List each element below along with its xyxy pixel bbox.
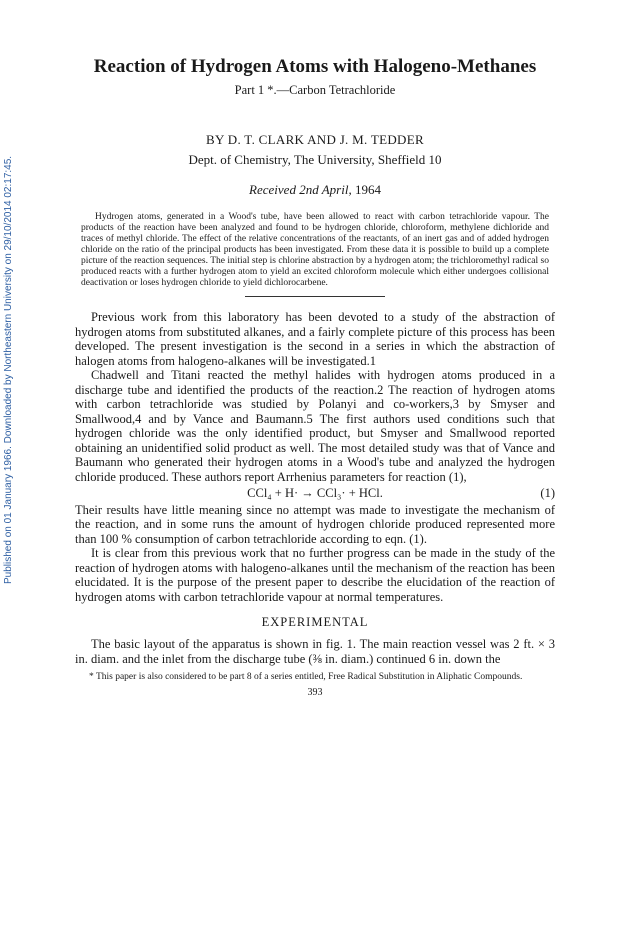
separator-rule [245,296,385,297]
paragraph-previous-work: Chadwell and Titani reacted the methyl halides with hydrogen atoms produced in a discharge tube and identified the products of the reaction.2 The reaction of hydrogen atoms with carbon tetrachloride was studied by Polanyi and co-workers,3 by Smyser and Smallwood,4 and by Vance and Baumann.5 The first authors used conditions such that hydrogen chloride was the only identified product, but Smyser and Smallwood reported obtaining an unidentified solid product as well. The most detailed study was that of Vance and Baumann who generated their hydrogen atoms in a Wood's tube and analyzed the hydrogen chloride produced. These authors report Arrhenius parameters for reaction (1), [75,368,555,484]
equation-text: CCl₄ + H· → CCl₃· + HCl. [247,486,383,500]
paragraph-results: Their results have little meaning since no attempt was made to investigate the mechanism of the reaction, and in some runs the amount of hydrogen chloride produced represented more than 100 % consumption of carbon tetrachloride according to eqn. (1). [75,502,555,546]
paragraph-experimental: The basic layout of the apparatus is shown in fig. 1. The main reaction vessel was 2 ft. × 3 in. diam. and the inlet from the discharge tube (⅜ in. diam.) continued 6 in. down the [75,637,555,666]
equation-1 [75,486,555,501]
received-year: 1964 [351,182,381,197]
paper-subtitle: Part 1 *.—Carbon Tetrachloride [234,83,396,97]
section-heading-experimental: EXPERIMENTAL [261,615,369,629]
page-number: 393 [307,687,323,698]
paper-title: Reaction of Hydrogen Atoms with Halogeno-Methanes [93,56,537,77]
abstract: Hydrogen atoms, generated in a Wood's tube, have been allowed to react with carbon tetrachloride vapour. The products of the reaction have been analyzed and found to be hydrogen chloride, chloroform, methylene dichloride and traces of methyl chloride. The effect of the relative concentrations of the reactants, of an inert gas and of added hydrogen chloride on the ratio of the principal products has been investigated. From these data it is possible to build up a complete picture of the reaction sequences. The initial step is chlorine abstraction by a hydrogen atom; the trichloromethyl radical so produced reacts with a further hydrogen atom to yield an excited chloroform molecule which either undergoes collisional deactivation or loses hydrogen chloride to yield dichlorocarbene. [81,212,549,288]
paragraph-purpose: It is clear from this previous work that no further progress can be made in the study of the reaction of hydrogen atoms with halogeno-alkanes until the mechanism of the reaction has been elucidated. It is the purpose of the present paper to describe the elucidation of the reaction of hydrogen atoms with carbon tetrachloride vapour at normal temperatures. [75,546,555,604]
equation-number: (1) [540,486,555,500]
received-label: Received 2nd April, [249,182,352,197]
paragraph-intro: Previous work from this laboratory has been devoted to a study of the abstraction of hydrogen atoms from substituted alkanes, and a fairly complete picture of this process has been developed. The present investigation is the second in a series in which the abstraction of halogen atoms from halogeno-alkanes will be investigated.1 [75,310,555,368]
authors: BY D. T. CLARK AND J. M. TEDDER [206,132,424,147]
received-date [75,182,555,198]
footnote: * This paper is also considered to be part 8 of a series entitled, Free Radical Substitution in Aliphatic Compounds. [89,672,523,682]
paper-page [75,56,555,698]
affiliation: Dept. of Chemistry, The University, Sheffield 10 [188,152,442,167]
publication-watermark: Published on 01 January 1966. Downloaded by Northeastern University on 29/10/2014 02:17:45. [3,155,14,585]
